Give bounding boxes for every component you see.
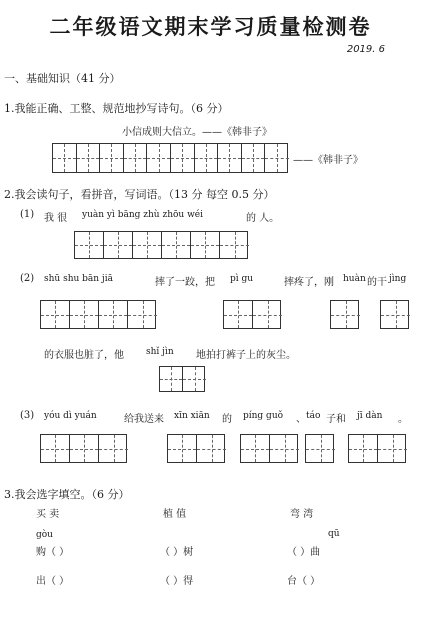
row3-text-c: 、 (296, 414, 306, 425)
section-heading: 一、基础知识（41 分） (4, 72, 121, 85)
row2b-pre: 的衣服也脏了，他 (44, 350, 124, 361)
verse-text: 小信成则大信立。——《韩非子》 (122, 127, 272, 138)
row2b-pinyin: shǐ jìn (146, 347, 174, 357)
copy-grid[interactable] (52, 143, 288, 173)
row2-grid-b[interactable] (223, 300, 281, 329)
row2-grid-d[interactable] (380, 300, 409, 329)
row3-pinyin-e: jī dàn (357, 411, 383, 421)
row2-text-b: 摔疼了，刚 (284, 277, 334, 288)
pinyin-gou: gòu (36, 530, 53, 540)
char-choice-2: 植 值 (163, 509, 187, 520)
row3-pinyin-b: xīn xiān (174, 411, 210, 421)
row3-post: 。 (398, 414, 408, 425)
row2-pinyin-b: pì gu (230, 274, 254, 284)
row2-grid-a[interactable] (40, 300, 156, 329)
row2b-grid[interactable] (159, 366, 205, 392)
row1-pre: 我 很 (44, 213, 68, 224)
fill-blank-2b[interactable]: （ ）得 (160, 576, 194, 587)
row3-grid-c[interactable] (240, 434, 298, 463)
pinyin-qu: qū (328, 529, 340, 539)
row3-grid-e[interactable] (348, 434, 406, 463)
row3-text-a: 给我送来 (124, 414, 164, 425)
fill-blank-3a[interactable]: （ ）曲 (287, 547, 321, 558)
row2-pinyin-d: jìng (389, 274, 407, 284)
row2b-post: 地拍打裤子上的灰尘。 (196, 350, 296, 361)
verse-attribution: ——《韩非子》 (293, 155, 363, 166)
row3-grid-d[interactable] (305, 434, 334, 463)
row3-grid-b[interactable] (167, 434, 225, 463)
row2-pinyin-a: shū shu bān jiā (44, 274, 113, 284)
row3-number: (3) (20, 410, 35, 421)
fill-blank-1a[interactable]: 购（ ） (36, 547, 70, 558)
char-choice-3: 弯 湾 (290, 509, 314, 520)
exam-date: 2019. 6 (346, 44, 385, 55)
row3-pinyin-a: yóu dì yuán (44, 411, 97, 421)
row2-number: (2) (20, 273, 35, 284)
row1-post: 的 人。 (246, 213, 280, 224)
row2-grid-c[interactable] (330, 300, 359, 329)
row2-text-c: 的干 (367, 277, 387, 288)
char-choice-1: 买 卖 (36, 509, 60, 520)
row2-text-a: 摔了一跤，把 (155, 277, 215, 288)
row3-grid-a[interactable] (40, 434, 127, 463)
fill-blank-2a[interactable]: （ ）树 (160, 547, 194, 558)
row3-pinyin-c: píng guǒ (243, 411, 284, 421)
row3-text-b: 的 (222, 414, 232, 425)
row1-grid[interactable] (74, 231, 248, 259)
fill-blank-3b[interactable]: 台（ ） (287, 576, 321, 587)
row2-pinyin-c: huàn (343, 274, 366, 284)
question-2-label: 2.我会读句子，看拼音，写词语。（13 分 每空 0.5 分） (4, 188, 275, 201)
fill-blank-1b[interactable]: 出（ ） (36, 576, 70, 587)
question-3-label: 3.我会选字填空。（6 分） (4, 488, 130, 501)
row1-pinyin: yuàn yì bāng zhù zhōu wéi (82, 210, 203, 220)
question-1-label: 1.我能正确、工整、规范地抄写诗句。（6 分） (4, 102, 229, 115)
row1-number: (1) (20, 209, 35, 220)
row3-text-d: 子和 (326, 414, 346, 425)
exam-title: 二年级语文期末学习质量检测卷 (49, 14, 372, 39)
row3-pinyin-d: táo (306, 411, 321, 421)
